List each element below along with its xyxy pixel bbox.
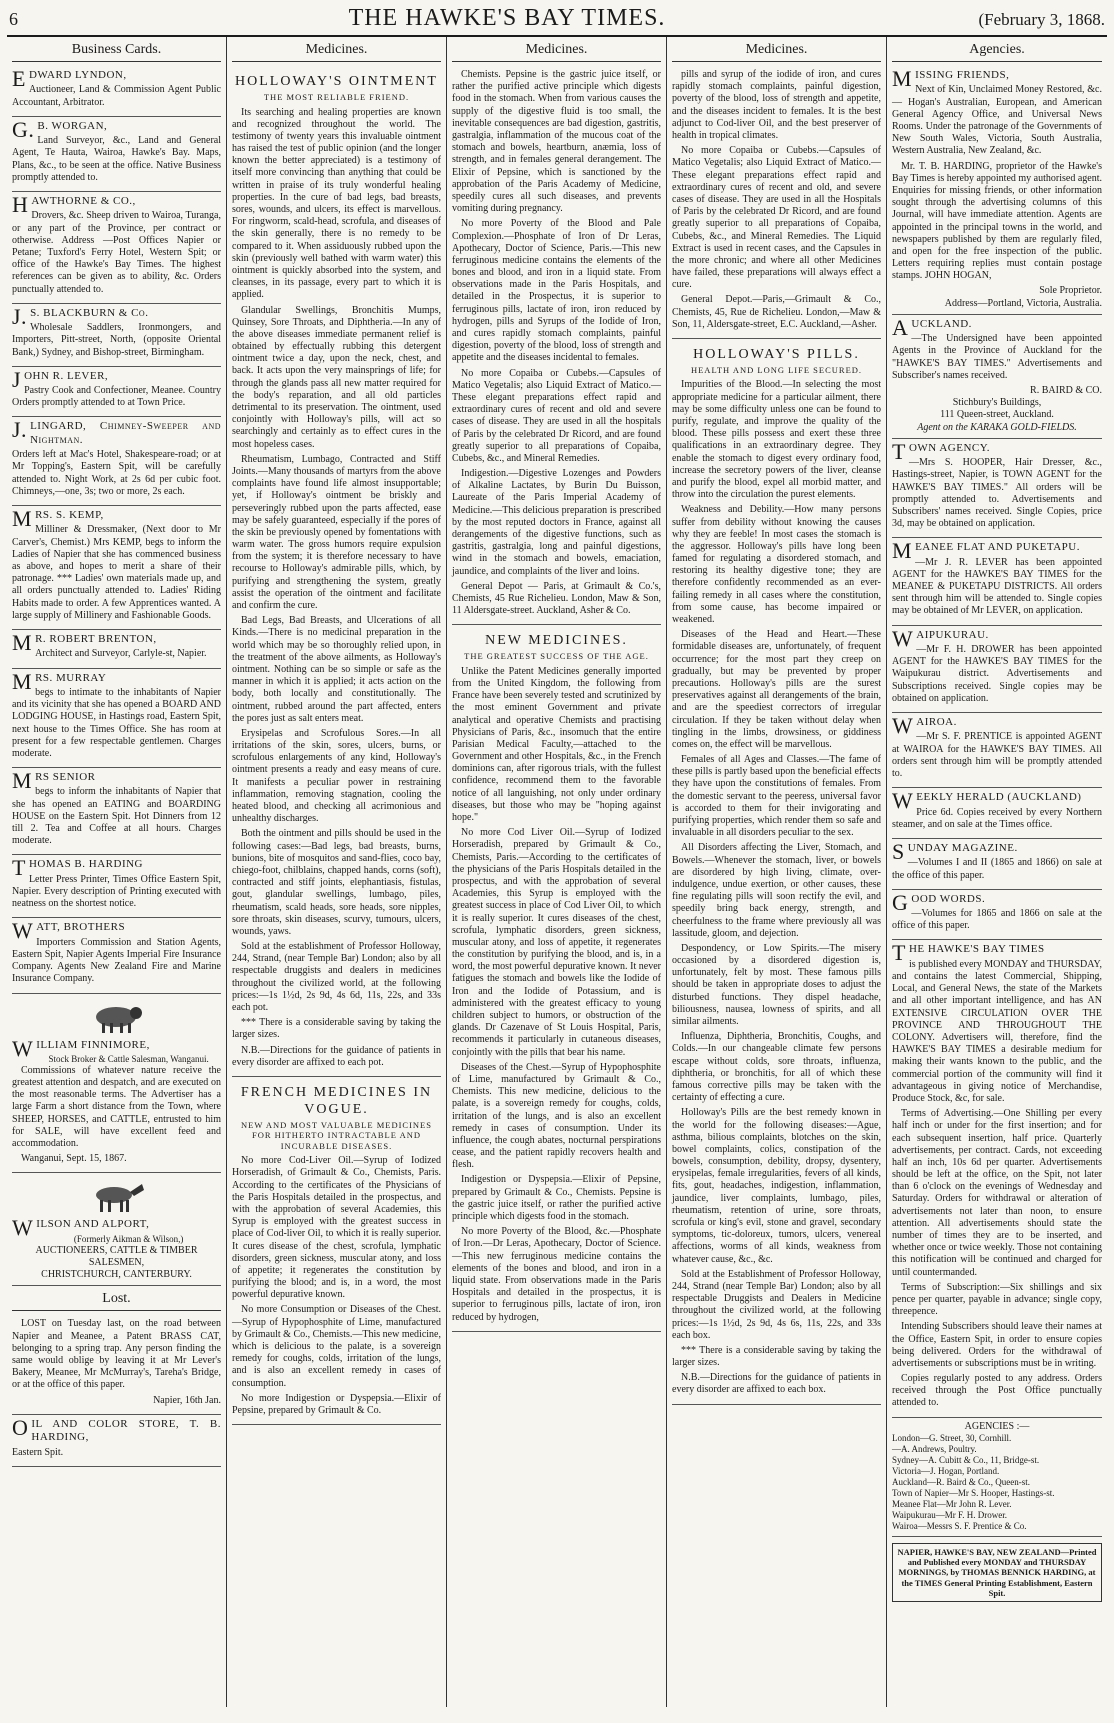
advert-text: begs to intimate to the inhabitants of Napier and its vicinity that she has opened a BOARD AND LODGING HOUSE, in Hastings road, Eastern Spit, next house to the Times Office. She has room at present for a few respectable gentlemen. Charges moderate. [12,686,221,759]
advert-missing-friends [892,66,1102,315]
advert-heading: MEANEE FLAT AND PUKETAPU. [892,538,1080,564]
column-heading: Agencies. [892,37,1102,62]
advert-date: Napier, 16th Jan. [153,1394,221,1406]
advert-paragraph: No more Poverty of the Blood, &c.—Phosphate of Iron.—Dr Leras, Apothecary, Doctor of Science.—This new ferruginous medicine contains the elements of the bones and blood, and iron in a liquid state. From observations made in the Paris Hospitals and detailed in the prospectus, it is superior to ferruginous pills, lactate of iron, iron reduced by hydrogen, [452,1226,661,1323]
advert-heading: WATT, BROTHERS [12,918,126,944]
advert-heading: HAWTHORNE & CO., [12,192,136,218]
advert-paragraph: Indigestion or Dyspepsia.—Elixir of Pepsine, prepared by Grimault & Co., Chemists. Pepsine is the gastric juice itself, or rather the purified active principle which digests food in the stomach. [452,1174,661,1223]
advert-subheading: THE GREATEST SUCCESS OF THE AGE. [464,651,649,662]
advert-text: Drovers, &c. Sheep driven to Wairoa, Turanga, or any part of the Province, per contract or otherwise. Address —Post Offices Napier or Petane; Tuxford's Ferry Hotel, Western Spit; or office of the Hawke's Bay Times. The highest references can be given as to ability, &c. Orders punctually attended to. [12,210,221,295]
advert-heading: MISSING FRIENDS, [892,66,1010,92]
advert-heading: WEEKLY HERALD (AUCKLAND) [892,788,1082,814]
advert-text: Architect and Surveyor, Carlyle-st, Napier. [35,648,207,660]
advert-paragraph: Terms of Advertising.—One Shilling per every half inch or under for the first insertion; and for each subsequent insertion, half price. Quarterly advertisements, per contract. Cards, not exceeding half an inch, 10s 6d per quarter. Advertisements should be left at the office, on the Spit, not later than 6 o'clock on the evenings of Wednesday and Saturday. Orders for withdrawal or alteration of advertisements not later than noon, to ensure attention. All advertisements should state the number of times they are to be inserted, and whether once or twice weekly. Those not containing this notification will be continued and charged for until countermanded. [892,1108,1102,1278]
advert-wilson-alport [12,1173,221,1286]
advert-heading: JOHN R. LEVER, [12,366,109,392]
advert-heading: THOMAS B. HARDING [12,855,143,881]
advert-heading: SUNDAY MAGAZINE. [892,838,1018,864]
advert-subheading: NEW AND MOST VALUABLE MEDICINES FOR HITHERTO INTRACTABLE AND INCURABLE DISEASES. [241,1120,432,1151]
advert-paragraph: Erysipelas and Scrofulous Sores.—In all irritations of the skin, sores, ulcers, burns, or scrofulous enlargements of any kind, Holloway's ointment presents a ready and easy means of cure. It manifests a peculiar power in restraining inflammation, removing stagnation, cooling the heated blood, and checking all acrimonious and unhealthy discharges. [232,727,441,825]
advert-paragraph: *** There is a considerable saving by taking the larger sizes. [232,1017,441,1041]
advert-heading: WILLIAM FINNIMORE, [12,1035,150,1061]
advert-heading: OIL AND COLOR STORE, T. B. HARDING, [12,1414,221,1444]
advert-french-medicines [232,1077,441,1425]
advert-paragraph: General Depot — Paris, at Grimault & Co.'s, Chemists, 45 Rue Richelieu. London, Maw & Son, 11 Aldersgate-street. Auckland, Asher & Co. [452,580,661,617]
advert-brenton [12,630,221,669]
column-heading: Medicines. [232,37,441,62]
advert-paragraph: No more Copaiba or Cubebs.—Capsules of Matico Vegetalis; also Liquid Extract of Matico.—These elegant preparations effect rapid and extraordinary cures of recent and old, and severe cases of disease. They are used in all the Hospitals of Paris by the celebrated Dr Ricord, and are found greatly superior to all preparations of Copaiba, Cubebs, &c., and Mineral Remedies. The Liquid Extract is used in recent cases, and the Capsules in the more chronic; and where all other Medicines have failed, these preparations will always effect a cure. [672,145,881,291]
advert-new-medicines [452,625,661,1331]
advert-paragraph: N.B.—Directions for the guidance of patients in every disorder are affixed to each box. [672,1372,881,1396]
advert-heading: MRS. MURRAY [12,668,107,694]
advert-lost [12,1315,221,1414]
advert-text: —Mrs S. HOOPER, Hair Dresser, &c., Hastings-street, Napier, is TOWN AGENT for the HAWKE'S BAY TIMES." All orders will be promptly attended to. Advertisements and Subscribers' names received. Single Copies, price 3d, may be obtained on application. [892,457,1102,530]
advert-paragraph: General Depot.—Paris,—Grimault & Co., Chemists, 45, Rue de Richelieu. London,—Maw & Son, 11, Aldersgate-street, E.C. Auckland,—Asher. [672,294,881,330]
advert-kemp [12,506,221,630]
advert-paragraph: All Disorders affecting the Liver, Stomach, and Bowels.—Whenever the stomach, liver, or bowels are disordered by high living, climate, over-indulgence, undue exertion, or other causes, these fine regulating pills will soon rectify the evil, and speedily bring back energy, strength, and cheerfulness to the frame where previously all was lassitude, gloom, and dejection. [672,842,881,939]
advert-paragraph: No more Consumption or Diseases of the Chest.—Syrup of Hypophosphite of Lime, manufactured by Grimault & Co., Chemists.—This new medicine, which is delicious to the palate, is a sovereign remedy for coughs, colds, irritation of the lungs, and is also an excellent remedy in cases of consumption. [232,1304,441,1389]
advert-weekly-herald [892,788,1102,839]
columns [7,37,1107,1707]
advert-heading: THE HAWKE'S BAY TIMES [892,940,1045,966]
column-heading: Business Cards. [12,37,221,62]
advert-subheading: (Formerly Aikman & Wilson,) [73,1233,184,1244]
advert-waipukurau [892,626,1102,713]
advert-text: LOST on Tuesday last, on the road between Napier and Meanee, a Patent BRASS CAT, belonging to a spring trap. Any person finding the same would oblige by leaving it at Mr Lever's Bakery, Meanee, Mr McMurray's, Tareha's Bridge, or at the office of this paper. [12,1318,221,1391]
advert-text: Mr. T. B. HARDING, proprietor of the Hawke's Bay Times is hereby appointed my authorised agent. Enquiries for missing friends, or other information sought through the advertising columns of this Journal, will have immediate attention. Agents are appointed in the principal towns in the world, and newspapers published by them are regularly filed, and open for the free inspection of the public. Letters requiring replies must contain postage stamps. JOHN HOGAN, [892,160,1102,282]
newspaper-page [7,5,1107,1713]
column-heading: Medicines. [672,37,881,62]
advert-heading: J.S. BLACKBURN & Co. [12,303,149,329]
advert-line: CHRISTCHURCH, CANTERBURY. [41,1269,192,1281]
horse-engraving-icon [12,1180,221,1214]
advert-subheading: HEALTH AND LONG LIFE SECURED. [690,365,863,376]
advert-paragraph: Impurities of the Blood.—In selecting the most appropriate medicine for a particular ailment, there may be some difficulty unless one can be found to purify, regulate, and improve the quality of the blood. These pills possess and exert these three qualifications in an extraordinary degree. They enable the stomach to digest every ordinary food, increase the secretory powers of the liver, cleanse and purify the blood, expel all morbid matter, and throw into the circulation the purest elements. [672,379,881,501]
advert-watt [12,918,221,993]
advert-heading: EDWARD LYNDON, [12,66,127,92]
advert-paragraph: Diseases of the Chest.—Syrup of Hypophosphite of Lime, manufactured by Grimault & Co., Chemists. This new medicine, delicious to the palate, is a sovereign remedy for coughs, colds, irritation of the lungs, and is also an excellent remedy in cases of consumption. Under its influence, the cough abates, nocturnal perspirations cease, and the patient rapidly recovers health and flesh. [452,1061,661,1171]
advert-paragraph: Diseases of the Head and Heart.—These formidable diseases are, unfortunately, of frequent occurrence; for the most part they creep on gradually, but may be prevented by proper precautions. Holloway's pills are the surest preservatives against all derangements of the brain, and are the speediest correctors of irregular circulation. If they be taken without delay when tingling in the limbs, drowsiness, or giddiness comes on, the effect will be marvellous. [672,629,881,750]
advert-sunday-magazine [892,839,1102,890]
page-number: 6 [9,9,18,29]
advert-text: Letter Press Printer, Times Office Eastern Spit, Napier. Every description of Printing executed with neatness on the shortest notice. [12,873,221,910]
advert-address: Stichbury's Buildings, [952,397,1042,409]
advert-text: —Mr S. F. PRENTICE is appointed AGENT at WAIROA for the HAWKE'S BAY TIMES. All orders sent through him will be promptly attended to. [892,731,1102,779]
agency-item: Meanee Flat—Mr John R. Lever. [892,1498,1012,1509]
advert-senior [12,768,221,855]
advert-paragraph: Both the ointment and pills should be used in the following cases:—Bad legs, bad breasts, burns, bunions, bite of mosquitos and sand-flies, coco bay, chiego-foot, chilblains, chapped hands, corns (soft), contracted and stiff joints, elephantiasis, fistulas, gout, glandular swellings, lumbago, piles, rheumatism, scald heads, sore heads, sore nipples, sore throats, skin diseases, scurvy, tumours, ulcers, wounds, yaws. [232,828,441,937]
advert-text: —Mr J. R. LEVER has been appointed AGENT for the HAWKE'S BAY TIMES for the MEANEE & PUKETAPU DISTRICTS. All orders sent through him will be attended to. Single copies may be obtained of Mr LEVER, on application. [892,556,1102,617]
advert-paragraph: Indigestion.—Digestive Lozenges and Powders of Alkaline Lactates, by Burin Du Buisson, Laureate of the Paris Imperial Academy of Medicine.—This delicious preparation is prescribed by the most reputed doctors in France, against all derangements of the digestive functions, such as gastritis, gastralgia, long and painful digestions, wind in the stomach and bowels, emaciation, jaundice, and complaints of the liver and loins. [452,468,661,577]
advert-date: Wanganui, Sept. 15, 1867. [21,1153,127,1165]
agency-item: Sydney—A. Cubitt & Co., 11, Bridge-st. [892,1454,1040,1465]
advert-signature: Sole Proprietor. [1039,285,1102,297]
advert-paragraph: Holloway's Pills are the best remedy known in the world for the following diseases:—Ague, asthma, bilious complaints, blotches on the skin, bowel complaints, colics, constipation of the bowels, consumption, debility, dropsy, dysentery, erysipelas, female irregularities, fevers of all kinds, fits, gout, headaches, indigestion, inflammation, jaundice, liver complaints, lumbago, piles, rheumatism, retention of urine, sore throats, scrofula or king's evil, stone and gravel, secondary symptoms, tic-doloreux, tumors, ulcers, venereal affections, worms of all kinds, weakness from whatever cause, &c., &c. [672,1107,881,1265]
advert-paragraph: Its searching and healing properties are known and recognized throughout the world. The testimony of twenty years this invaluable ointment has raised the test of public opinion (and the longer known the better appreciated) is a testimony of itself more convincing than anything that could be written in praise of its truly wonderful healing properties. In the cure of bad legs, bad breasts, sores, wounds, and ulcers, its effect is marvellous. For ringworm, scald-head, scrofula, and diseases of the skin generally, there is no remedy to be compared to it. When assiduously rubbed upon the skin (previously well bathed with warm water) this ointment is quickly absorbed into the system, and cleanses, in its passage, every part to which it is applied. [232,106,441,301]
issue-date: (February 3, 1868. [978,10,1105,29]
advert-text: is published every MONDAY and THURSDAY, and contains the latest Commercial, Shipping, Local, and General News, the state of the Markets and all other important intelligence, and has AN EXTENSIVE CIRCULATION OVER THE PROVINCE AND THROUGHOUT THE COLONY. Advertisers will, therefore, find the HAWKE'S BAY TIMES a desirable medium for making their wants known to the public, and the commercial portion of the community will find it advantageous in giving notice of Merchandise, Produce Stock, &c, for sale. [892,958,1102,1104]
column-heading: Medicines. [452,37,661,62]
advert-line: AUCTIONEERS, CATTLE & TIMBER [35,1244,198,1256]
advert-paragraph: No more Indigestion or Dyspepsia.—Elixir of Pepsine, prepared by Grimault & Co. [232,1392,441,1416]
column-agencies [887,37,1107,1707]
advert-paragraph: Females of all Ages and Classes.—The fame of these pills is partly based upon the beneficial effects they have upon the constitutions of females. From the domestic servant to the peeress, universal favor is accorded to them for their invigorating and purifying properties, which render them so safe and invaluable in all disorders peculiar to the sex. [672,754,881,839]
advert-french-continued [452,66,661,625]
advert-town-agency [892,439,1102,539]
advert-signature: R. BAIRD & CO. [1030,385,1102,397]
advert-heading: WILSON AND ALPORT, [12,1215,150,1241]
advert-text: Pastry Cook and Confectioner, Meanee. Country Orders promptly attended to at Town Price. [12,385,221,409]
advert-paragraph: Chemists. Pepsine is the gastric juice itself, or rather the purified active principle which digests food in the stomach. When from various causes the supply of the digestive fluid is too small, the inevitable consequences are bad digestion, gastritis, gastralgia, inflammation of the mucous coat of the stomach and bowels, heartburn, anæmia, loss of strength, and in females general derangement. The Elixir of Pepsine, which is sanctioned by the approbation of the Paris Academy of Medicine, speedily cures all such diseases, and prevents vomiting during pregnancy. [452,69,661,215]
advert-subheading: Stock Broker & Cattle Salesman, Wanganui. [48,1053,209,1064]
advert-heading: MRS SENIOR [12,768,96,794]
advert-lingard [12,417,221,506]
advert-finnimore [12,994,221,1174]
advert-paragraph: pills and syrup of the iodide of iron, and cures rapidly stomach complaints, painful digestion, poverty of the blood, loss of strength and appetite, and the diseases incident to females. It is the best adjunct to Cod-liver Oil, and the best preserver of health in tropical climates. [672,69,881,142]
advert-paragraph: Influenza, Diphtheria, Bronchitis, Coughs, and Colds.—In our changeable climate few persons escape without colds, sore throats, influenza, diphtheria, or bronchitis, for all of which these famous corrective pills may be taken with the certainty of effecting a cure. [672,1031,881,1104]
advert-blackburn [12,304,221,367]
advert-paragraph: Glandular Swellings, Bronchitis Mumps, Quinsey, Sore Throats, and Diphtheria.—In any of the above diseases immediate permanent relief is obtained by effectually rubbing this detergent ointment twice a day, upon the neck, chest, and back. It acts upon the very mainsprings of life; for through the glands pass all new matter required for the body's reparation, and all old particles detrimental to its preservation. The ointment, used conjointly with Holloway's pills, will act so searchingly and certainly as to effect cures in the most hopeless cases. [232,304,441,450]
advert-paragraph: Copies regularly posted to any address. Orders received through the Post Office punctually attended to. [892,1373,1102,1409]
advert-heading: WAIPUKURAU. [892,625,989,651]
advert-heading: GOOD WORDS. [892,889,986,915]
advert-note: Agent on the KARAKA GOLD-FIELDS. [917,421,1077,433]
advert-lyndon [12,66,221,117]
advert-address: 111 Queen-street, Auckland. [940,409,1054,421]
advert-heading: MRS. S. KEMP, [12,506,104,532]
agencies-list [892,1418,1102,1537]
advert-hawthorne [12,192,221,304]
advert-paragraph: Sold at the establishment of Professor Holloway, 244, Strand, (near Temple Bar) London; also by all respectable druggists and dealers in medicines throughout the civilized world, at the following prices:—1s 1½d, 2s 9d, 4s 6d, 11s, 22s, and 33s each pot. [232,941,441,1014]
column-medicines-3 [667,37,887,1707]
advert-worgan [12,117,221,192]
advert-paragraph: N.B.—Directions for the guidance of patients in every disorder are affixed to each pot. [232,1044,441,1068]
advert-harding [12,855,221,918]
agency-item: Auckland—R. Baird & Co., Queen-st. [892,1476,1030,1487]
sheep-engraving-icon [12,1001,221,1035]
advert-paragraph: Terms of Subscription:—Six shillings and six pence per quarter, payable in advance; single copy, threepence. [892,1281,1102,1318]
agency-item: Town of Napier—Mr S. Hooper, Hastings-st. [892,1487,1055,1498]
advert-heading: J.LINGARD, Chimney-Sweeper and Nightman. [12,417,221,446]
lost-heading: Lost. [12,1286,221,1311]
advert-address: Address—Portland, Victoria, Australia. [944,297,1102,309]
advert-text: Auctioneer, Land & Commission Agent Public Accountant, Arbitrator. [12,84,221,108]
masthead [7,5,1107,37]
printer-imprint: NAPIER, HAWKE'S BAY, NEW ZEALAND—Printed and Published every MONDAY and THURSDAY MORNINGS, by THOMAS BENNICK HARDING, at the TIMES General Printing Establishment, Eastern Spit. [892,1543,1102,1603]
advert-text: Next of Kin, Unclaimed Money Restored, &c.— Hogan's Australian, European, and American General Agency Office, and Universal News Rooms. Under the patronage of the Governments of New South Wales, Victoria, South Australia, Western Australia, New Zealand, &c. [892,84,1102,157]
newspaper-title: THE HAWKE'S BAY TIMES. [348,5,666,31]
agency-item: Waipukurau—Mr F. H. Drower. [892,1509,1008,1520]
advert-meanee [892,538,1102,625]
advert-paragraph: Rheumatism, Lumbago, Contracted and Stiff Joints.—Many thousands of martyrs from the above complaints have found life almost insupportable; yet, if Holloway's ointment be briskly and perseveringly rubbed upon the parts affected, ease may be safely guaranteed, especially if the pores of the skin be previously opened by fomentations with warm water. The gross humors require expulsion from the system; it is therefore necessary to have recourse to Holloway's admirable pills, which, by purifying and strengthening the system, greatly assist the operation of the ointment and facilitate and confirm the cure. [232,453,441,612]
column-medicines-1 [227,37,447,1707]
advert-text: Milliner & Dressmaker, (Next door to Mr Carver's, Chemist.) Mrs KEMP, begs to inform the Ladies of Napier that she has commenced business as above, and hopes to merit a share of their patronage. *** Ladies' own materials made up, and all orders punctually attended to. Ladies' Riding Habits made to order. A few Apprentices wanted. A large supply of Millinery and Fashionable Goods. [12,524,221,621]
advert-oil-store [12,1415,221,1467]
advert-holloway-ointment [232,66,441,1077]
advert-paragraph: Bad Legs, Bad Breasts, and Ulcerations of all Kinds.—There is no medicinal preparation in the world which may be so thoroughly relied upon, in the treatment of the above ailments, as Holloway's ointment. Nothing can be so simple or safe as the manner in which it is applied; it acts action on the body, both locally and constitutionally. The ointment, rubbed around the part affected, enters the pores just as salt enters meat. [232,615,441,724]
advert-holloway-pills [672,339,881,1405]
advert-paragraph: Despondency, or Low Spirits.—The misery occasioned by a disordered digestion is, unfortunately, felt by most. These famous pills should be taken in appropriate doses to adjust the disturbed functions. They dispel headache, biliousness, nausea, lowness of spirits, and all similar ailments. [672,942,881,1028]
advert-heading: FRENCH MEDICINES IN VOGUE. [240,1084,433,1118]
advert-heading: NEW MEDICINES. [485,633,628,649]
advert-text: Land Surveyor, &c., Land and General Agent, Te Hauta, Wairoa, Hawke's Bay. Maps, Plans, &c., to be seen at the office. Native Business promptly attended to. [12,135,221,183]
advert-paragraph: No more Copaiba or Cubebs.—Capsules of Matico Vegetalis; also Liquid Extract of Matico.—These elegant preparations effect rapid and extraordinary cures of recent and old and severe cases of disease. They are used in all the hospitals of Paris by the celebrated Dr Ricord, and are found greatly superior to all preparations of Copaiba, Cubebs, &c., and Mineral Remedies. [452,367,661,464]
advert-heading: MR. ROBERT BRENTON, [12,629,157,655]
advert-subheading: THE MOST RELIABLE FRIEND. [263,92,410,103]
advert-paragraph: No more Cod Liver Oil.—Syrup of Iodized Horseradish, prepared by Grimault & Co., Chemists, Paris.—According to the certificates of the physicians of the Paris Hospitals detailed in the prospectus, and with the approbation of several Academies, this Syrup is employed with the greatest success in place of Cod Liver Oil, to which it is really superior. It cures diseases of the chest, scrofula, lymphatic disorders, green sickness, muscular atony, and loss of appetite, it regenerates the constitution by purifying the blood, and is, in a word, the most powerful depurative known. It never fatigues the stomach and bowels like the Iodide of Iron and the Iodide of Potassium, and is administered with the greatest efficacy to young children subject to humors, or obstruction of the glands. Dr Cazenave of St Louis Hospital, Paris, recommends it particularly in cutaneous diseases, conjointly with the pills that bear his name. [452,827,661,1058]
agency-item: London—G. Street, 30, Cornhill. [892,1432,1012,1443]
advert-text: Importers Commission and Station Agents, Eastern Spit, Napier Agents Imperial Fire Insurance Company. Agents New Zealand Fire and Marine Insurance Company. [12,936,221,985]
advert-paragraph: Weakness and Debility.—How many persons suffer from debility without knowing the causes why they are feeble! In most cases the stomach is the aggressor. Holloway's pills have long been famed for regulating a disordered stomach, and restoring its healthy digestive tone; they are therefore confidently recommended as an ever-failing remedy in all cases where the constitution, from some cause, has become impaired or weakened. [672,504,881,626]
advert-paragraph: Unlike the Patent Medicines generally imported from the United Kingdom, the following from France have been severely tested and scrutinized by the most eminent Government and private analytical and operative Chemists and practising Physicians of Paris, &c., insomuch that the entire Parisian Medical Faculty,—attached to the Government and other Hospitals, &c., in the French dominions can, after rigorous trials, with the fullest confidence, recommend them to the favorable notice of all languishing, not only under ordinary diseases, but those who may be "hoping against hope." [452,665,661,824]
agency-item: Wairoa—Messrs S. F. Prentice & Co. [892,1520,1027,1531]
advert-text: begs to inform the inhabitants of Napier that she has opened an EATING and BOARDING HOUSE on the Eastern Spit. Hot Dinners from 12 till 2. Tea and Coffee at all hours. Charges moderate. [12,786,221,847]
column-business-cards [7,37,227,1707]
advert-line: SALESMEN, [88,1256,145,1268]
advert-heading: WAIROA. [892,712,957,738]
advert-heading: TOWN AGENCY. [892,438,991,464]
advert-good-words [892,890,1102,941]
column-medicines-2 [447,37,667,1707]
advert-new-medicines-continued [672,66,881,339]
advert-text: —Mr F. H. DROWER has been appointed AGENT for the HAWKE'S BAY TIMES for the Waipukurau district. Advertisements and Subscriptions received. Single copies may be obtained on application. [892,644,1102,704]
advert-text: —Volumes I and II (1865 and 1866) on sale at the office of this paper. [892,857,1102,881]
advert-heading: AUCKLAND. [892,314,972,340]
agency-item: —A. Andrews, Poultry. [892,1443,977,1454]
agencies-heading: AGENCIES :— [964,1420,1030,1432]
advert-heading: HOLLOWAY'S OINTMENT [235,74,438,90]
advert-text: —The Undersigned have been appointed Agents in the Province of Auckland for the "HAWKE'S BAY TIMES." Advertisements and Subscriber's names received. [892,333,1102,381]
advert-heading: G.B. WORGAN, [12,116,108,142]
advert-paragraph: No more Cod-Liver Oil.—Syrup of Iodized Horseradish, of Grimault & Co., Chemists, Paris. According to the certificates of the Physicians of the Paris Hospitals detailed in the prospectus, and with the approbation of several Academies, this Syrup is employed with the greatest success in place of Cod-liver Oil, to which it is really superior. It cures disease of the chest, scrofula, lymphatic disorders, green sickness, muscular atony, and loss of appetite; it regenerates the constitution by purifying the blood; and is, in a word, the most powerful depurative known. [232,1155,441,1301]
advert-heading: HOLLOWAY'S PILLS. [693,347,860,363]
advert-paragraph: Sold at the Establishment of Professor Holloway, 244, Strand (near Temple Bar) London; also by all respectable Druggists and Dealers in Medicine throughout the civilized world, at the following prices:—1s 1½d, 2s 9d, 4s 6s, 11s, 22s, and 33s each box. [672,1268,881,1341]
advert-murray [12,669,221,769]
agency-item: Victoria—J. Hogan, Portland. [892,1465,1000,1476]
advert-lever [12,367,221,418]
advert-text: —Volumes for 1865 and 1866 on sale at the office of this paper. [892,908,1102,932]
advert-hawkes-bay-times [892,940,1102,1417]
advert-text: Commissions of whatever nature receive the greatest attention and despatch, and are executed on the most reasonable terms. The Advertiser has a large Farm a short distance from the Town, where SHEEP, HORSES, and CATTLE, entrusted to him for SALE, will have excellent feed and accommodation. [12,1064,221,1150]
advert-auckland-agents [892,315,1102,439]
advert-text: Price 6d. Copies received by every Northern steamer, and on sale at the Times office. [892,806,1102,830]
advert-wairoa [892,713,1102,788]
advert-text: Wholesale Saddlers, Ironmongers, and Importers, Pitt-street, North, (opposite Oriental Bank,) Sydney, and Bishop-street, Birmingham. [12,322,221,358]
advert-text: Eastern Spit. [12,1446,64,1458]
advert-paragraph: No more Poverty of the Blood and Pale Complexion.—Phosphate of Iron of Dr Leras, Apothecary, Doctor of Science, Paris.—This new ferruginous medicine contains the elements of the bones and blood, and iron in a liquid state. From observations made in the Paris Hospitals, and detailed in the Prospectus, it is superior to ferruginous pills, lactate of iron, iron reduced by hydrogen, pills and Syrups of the Iodide of Iron, and cures rapidly stomach complaints, painful digestion, poverty of the blood, loss of strength and appetite and the diseases incidental to females. [452,218,661,364]
advert-text: Orders left at Mac's Hotel, Shakespeare-road; or at Mr Topping's, Eastern Spit, will be carefully attended to. Night Work, at 2s 6d per cubic foot. Chimneys,—one, 3s; two or more, 2s each. [12,449,221,497]
advert-paragraph: Intending Subscribers should leave their names at the Office, Eastern Spit, in order to ensure copies being delivered. Orders for the withdrawal of advertisements or subscriptions must be in writing. [892,1321,1102,1369]
advert-paragraph: *** There is a considerable saving by taking the larger sizes. [672,1344,881,1369]
